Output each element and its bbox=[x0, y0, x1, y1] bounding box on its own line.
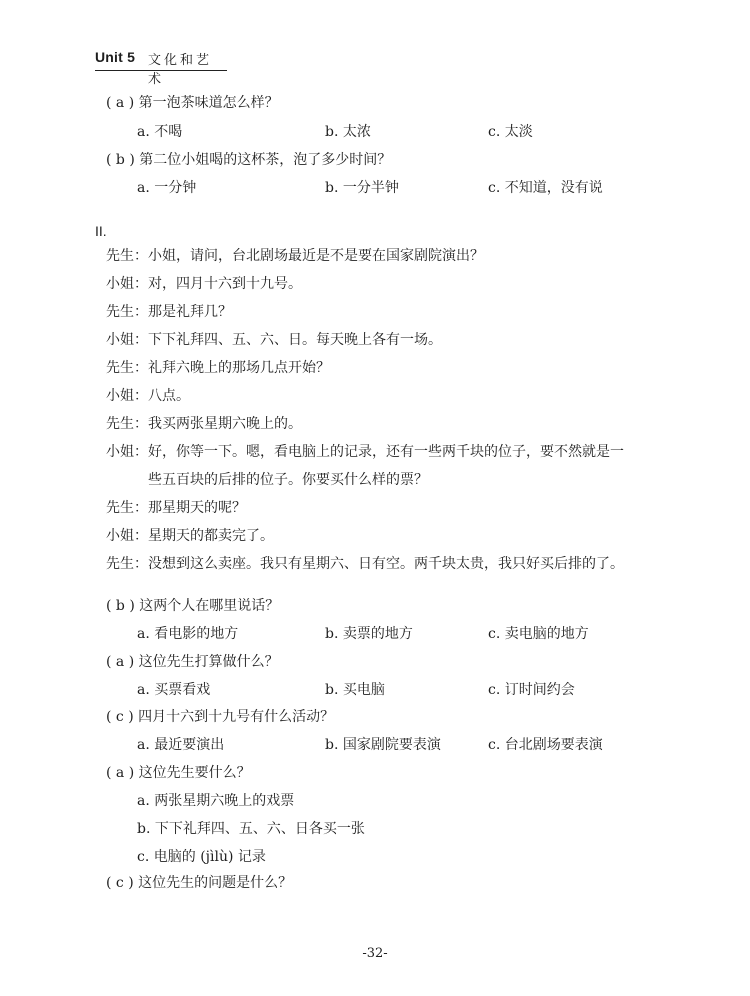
answer-option: b. 买电脑 bbox=[325, 682, 385, 698]
dialogue-text: 没想到这么卖座。我只有星期六、日有空。两千块太贵，我只好买后排的了。 bbox=[148, 556, 624, 572]
speaker-label: 小姐： bbox=[106, 388, 148, 404]
question-prompt: ( c ) 四月十六到十九号有什么活动？ bbox=[106, 709, 335, 725]
dialogue-text: 对，四月十六到十九号。 bbox=[148, 276, 302, 292]
speaker-label: 先生： bbox=[106, 500, 148, 516]
answer-option: a. 不喝 bbox=[137, 124, 183, 140]
dialogue-text: 那星期天的呢？ bbox=[148, 500, 246, 516]
speaker-label: 先生： bbox=[106, 248, 148, 264]
unit-title: 文化和艺术 bbox=[148, 53, 213, 87]
answer-option: a. 最近要演出 bbox=[137, 737, 225, 753]
answer-option: a. 两张星期六晚上的戏票 bbox=[137, 793, 295, 809]
answer-option: c. 订时间约会 bbox=[488, 682, 575, 698]
answer-option: c. 台北剧场要表演 bbox=[488, 737, 603, 753]
dialogue-text: 礼拜六晚上的那场几点开始？ bbox=[148, 360, 330, 376]
dialogue-line bbox=[106, 414, 302, 434]
dialogue-line bbox=[106, 246, 484, 266]
dialogue-line bbox=[106, 526, 274, 546]
question-prompt: ( b ) 这两个人在哪里说话？ bbox=[106, 598, 280, 614]
section-label: II. bbox=[95, 223, 107, 239]
dialogue-text: 那是礼拜几？ bbox=[148, 304, 232, 320]
dialogue-line bbox=[148, 470, 428, 490]
speaker-label: 先生： bbox=[106, 304, 148, 320]
answer-option: a. 买票看戏 bbox=[137, 682, 211, 698]
answer-option: c. 不知道，没有说 bbox=[488, 180, 603, 196]
speaker-label: 先生： bbox=[106, 556, 148, 572]
answer-option: b. 太浓 bbox=[325, 124, 371, 140]
dialogue-text: 下下礼拜四、五、六、日。每天晚上各有一场。 bbox=[148, 332, 442, 348]
answer-option: a. 一分钟 bbox=[137, 180, 197, 196]
speaker-label: 先生： bbox=[106, 416, 148, 432]
speaker-label: 小姐： bbox=[106, 528, 148, 544]
answer-option: c. 卖电脑的地方 bbox=[488, 626, 589, 642]
question-prompt: ( c ) 这位先生的问题是什么？ bbox=[106, 875, 293, 891]
speaker-label: 小姐： bbox=[106, 332, 148, 348]
question-prompt: ( a ) 这位先生打算做什么？ bbox=[106, 654, 279, 670]
page-header bbox=[95, 48, 227, 87]
dialogue-line bbox=[106, 554, 624, 574]
dialogue-line bbox=[106, 274, 302, 294]
question-prompt: ( a ) 这位先生要什么？ bbox=[106, 765, 251, 781]
speaker-label: 小姐： bbox=[106, 276, 148, 292]
dialogue-text: 我买两张星期六晚上的。 bbox=[148, 416, 302, 432]
question-prompt: ( b ) 第二位小姐喝的这杯茶，泡了多少时间？ bbox=[106, 152, 392, 168]
answer-option: b. 国家剧院要表演 bbox=[325, 737, 441, 753]
dialogue-line bbox=[106, 442, 624, 462]
answer-option: c. 太淡 bbox=[488, 124, 533, 140]
dialogue-text: 好，你等一下。嗯，看电脑上的记录，还有一些两千块的位子，要不然就是一 bbox=[148, 444, 624, 460]
dialogue-line bbox=[106, 386, 190, 406]
speaker-label: 小姐： bbox=[106, 444, 148, 460]
question-prompt: ( a ) 第一泡茶味道怎么样？ bbox=[106, 95, 279, 111]
dialogue-text: 小姐，请问，台北剧场最近是不是要在国家剧院演出？ bbox=[148, 248, 484, 264]
answer-option: b. 一分半钟 bbox=[325, 180, 399, 196]
answer-option: a. 看电影的地方 bbox=[137, 626, 239, 642]
answer-option: c. 电脑的 (jìlù) 记录 bbox=[137, 849, 266, 865]
dialogue-line bbox=[106, 330, 442, 350]
page-number: -32- bbox=[362, 946, 388, 961]
speaker-label: 先生： bbox=[106, 360, 148, 376]
dialogue-text: 八点。 bbox=[148, 388, 190, 404]
dialogue-text: 些五百块的后排的位子。你要买什么样的票？ bbox=[148, 472, 428, 488]
unit-label: Unit 5 bbox=[95, 49, 136, 65]
answer-option: b. 卖票的地方 bbox=[325, 626, 413, 642]
dialogue-line bbox=[106, 498, 246, 518]
dialogue-text: 星期天的都卖完了。 bbox=[148, 528, 274, 544]
dialogue-line bbox=[106, 302, 232, 322]
answer-option: b. 下下礼拜四、五、六、日各买一张 bbox=[137, 821, 365, 837]
dialogue-line bbox=[106, 358, 330, 378]
